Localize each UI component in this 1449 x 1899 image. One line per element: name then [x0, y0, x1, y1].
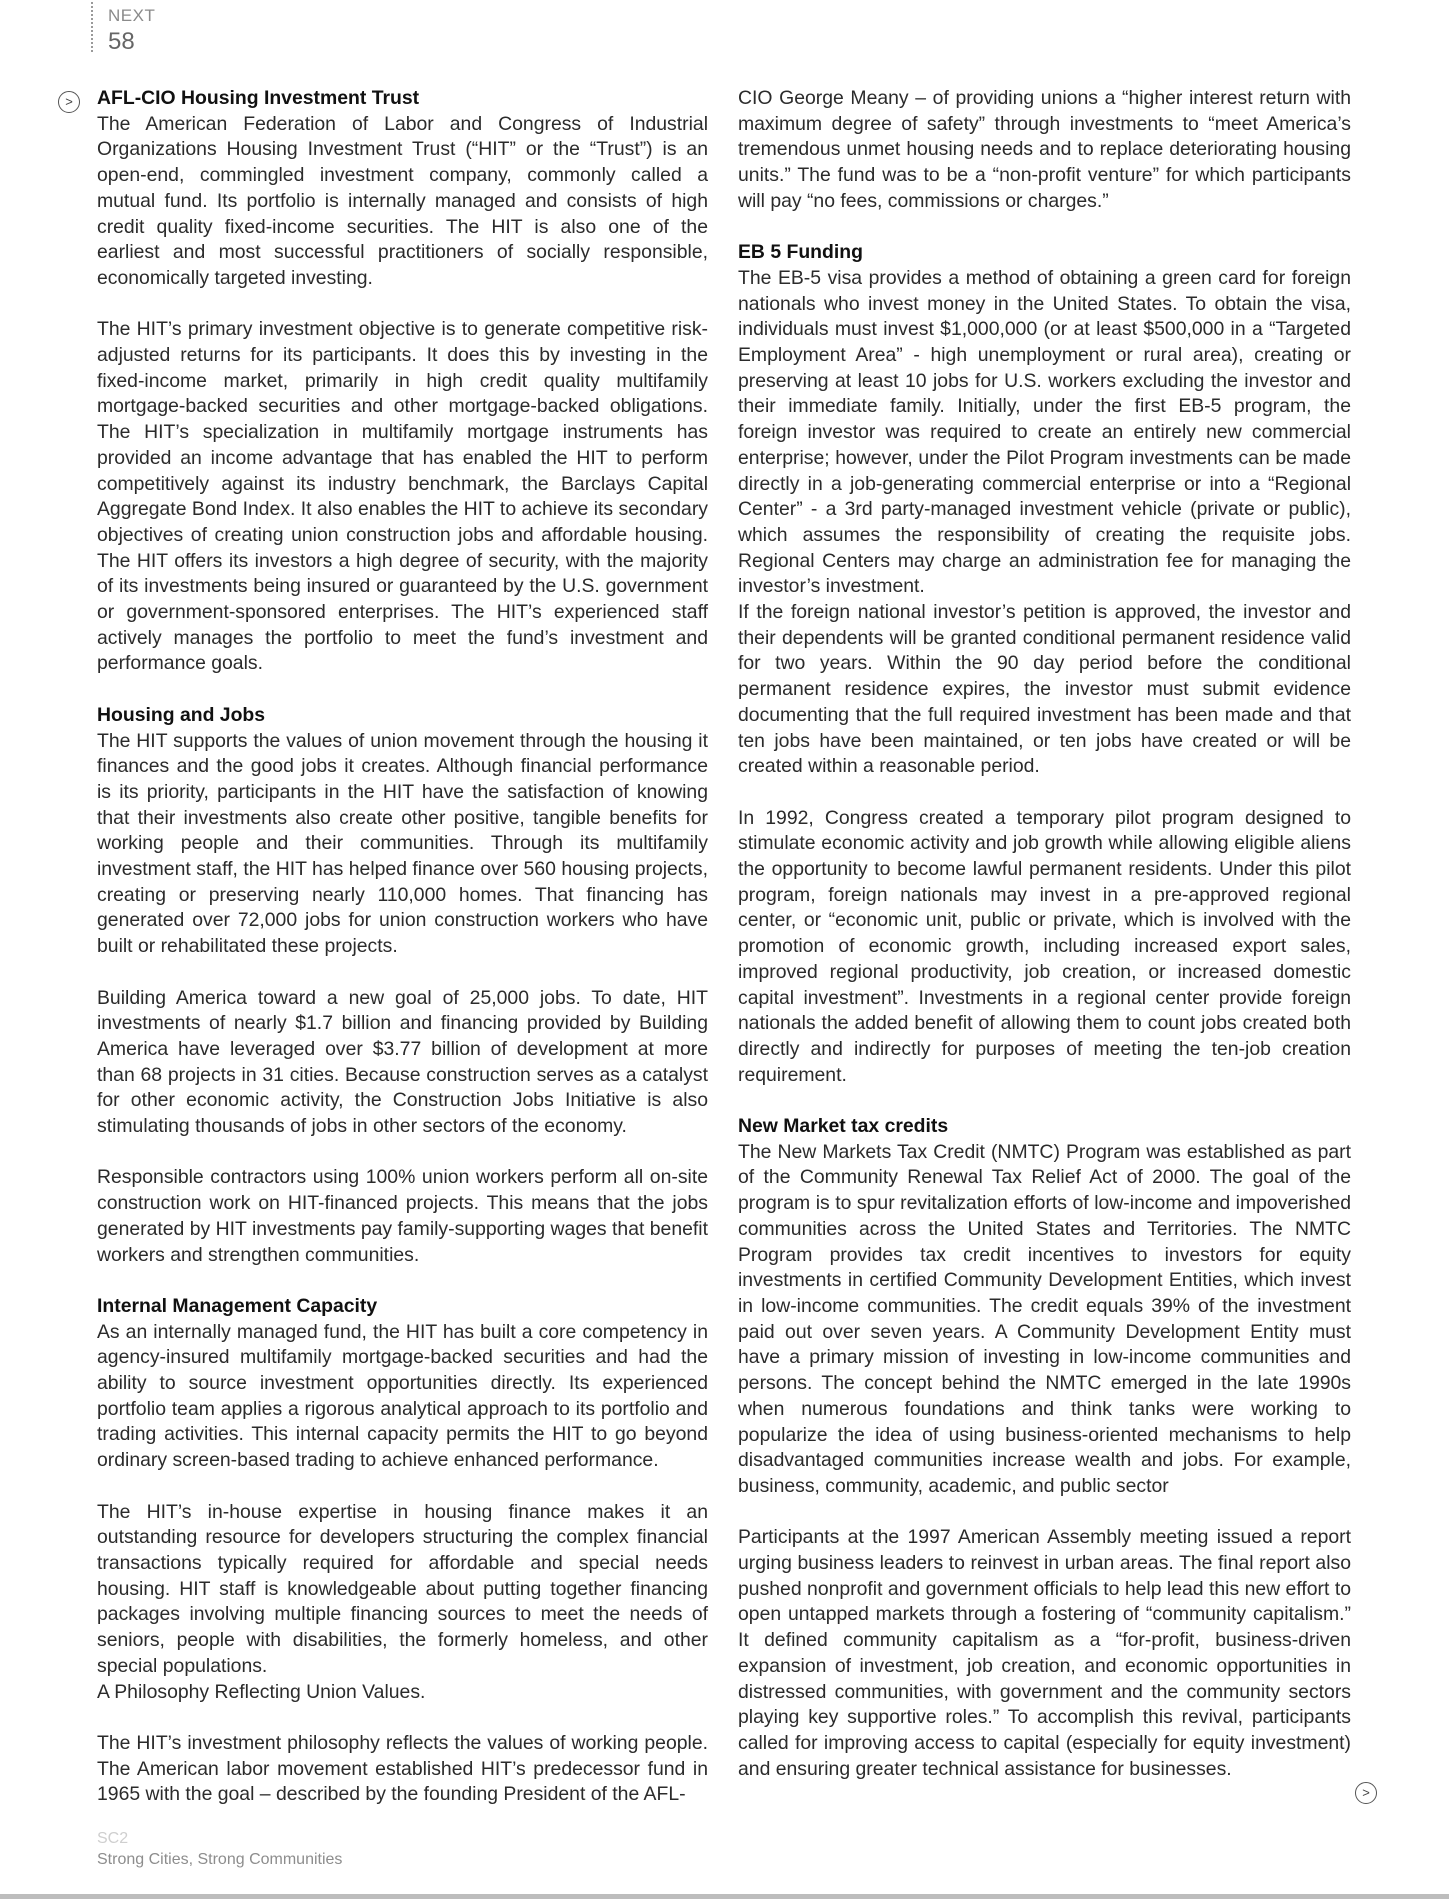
paragraph: The HIT’s primary investment objective is to generate competitive risk-adjusted returns for its participants. It does this by investing in the fixed-income market, primarily in high credit quality multifamily mortgage-backed securities and other mortgage-backed obligations. The HIT’s specialization in multifamily mortgage instruments has provided an income advantage that has enabled the HIT to perform competitively against its industry benchmark, the Barclays Capital Aggregate Bond Index. It also enables the HIT to achieve its secondary objectives of creating union construction jobs and affordable housing. The HIT offers its investors a high degree of security, with the majority of its investments being insured or guaranteed by the U.S. government or government-sponsored enterprises. The HIT’s experienced staff actively manages the portfolio to meet the fund’s investment and performance goals. [97, 318, 708, 675]
paragraph: Participants at the 1997 American Assembly meeting issued a report urging business leaders to reinvest in urban areas. The final report also pushed nonprofit and government officials to help lead this new effort to open untapped markets through a fostering of “community capitalism.” It defined community capitalism as a “for-profit, business-driven expansion of investment, job creation, and economic opportunities in distressed communities, with government and the community sectors playing key supportive roles.” To accomplish this revival, participants called for improving access to capital (especially for equity investment) and ensuring greater technical assistance for businesses. [738, 1526, 1351, 1780]
paragraph: CIO George Meany – of providing unions a “higher interest return with maximum degree of safety” through investments to “meet America’s tremendous unmet housing needs and to replace deteriorating housing units.” The fund was to be a “non-profit venture” for which participants will pay “no fees, commissions or charges.” [738, 87, 1351, 212]
paragraph: If the foreign national investor’s petition is approved, the investor and their dependents will be granted conditional permanent residence valid for two years. Within the 90 day period before the conditional permanent residence expires, the investor must submit evidence documenting that the full required investment has been made and that ten jobs have been maintained, or ten jobs have created or will be created within a reasonable period. [738, 601, 1351, 778]
heading-afl-cio-hit: AFL-CIO Housing Investment Trust [97, 87, 420, 109]
paragraph: The New Markets Tax Credit (NMTC) Program was established as part of the Community Renewal Tax Relief Act of 2000. The goal of the program is to spur revitalization efforts of low-income and impoverished communities across the United States and Territories. The NMTC Program provides tax credit incentives to investors for equity investments in certified Community Development Entities, which invest in low-income communities. The credit equals 39% of the investment paid out over seven years. A Community Development Entity must have a primary mission of investing in low-income communities and persons. The concept behind the NMTC emerged in the late 1990s when numerous foundations and think tanks were working to popularize the idea of using business-oriented mechanisms to help disadvantaged communities increase wealth and jobs. For example, business, community, academic, and public sector [738, 1140, 1351, 1497]
next-label[interactable]: NEXT [108, 6, 156, 25]
header-dotted-rule [91, 2, 93, 52]
page-number: 58 [108, 28, 135, 55]
paragraph: A Philosophy Reflecting Union Values. [97, 1680, 426, 1703]
next-page-arrow-icon[interactable]: > [1355, 1782, 1377, 1804]
heading-eb5-funding: EB 5 Funding [738, 241, 863, 264]
paragraph: As an internally managed fund, the HIT has built a core competency in agency-insured multifamily mortgage-backed securities and had the ability to source investment opportunities directly. Its experienced portfolio team applies a rigorous analytical approach to its portfolio and trading activities. This internal capacity permits the HIT to go beyond ordinary screen-based trading to achieve enhanced performance. [97, 1320, 708, 1472]
bottom-rule [0, 1894, 1449, 1899]
right-column [738, 86, 1351, 1808]
footer-code: SC2 [97, 1830, 129, 1847]
heading-housing-and-jobs: Housing and Jobs [97, 703, 266, 726]
previous-page-arrow-icon[interactable]: > [58, 91, 80, 113]
heading-new-market-tax-credits: New Market tax credits [738, 1115, 949, 1138]
left-column [97, 86, 708, 1834]
paragraph: The EB-5 visa provides a method of obtaining a green card for foreign nationals who invest money in the United States. To obtain the visa, individuals must invest $1,000,000 (or at least $500,000 in a “Targeted Employment Area” - high unemployment or rural area), creating or preserving at least 10 jobs for U.S. workers excluding the investor and their immediate family. Initially, under the first EB-5 program, the foreign investor was required to create an entirely new commercial enterprise; however, under the Pilot Program investments can be made directly in a job-generating commercial enterprise or into a “Regional Center” - a 3rd party-managed investment vehicle (private or public), which assumes the responsibility of creating the requisite jobs. Regional Centers may charge an administration fee for managing the investor’s investment. [738, 266, 1351, 598]
paragraph: Building America toward a new goal of 25,000 jobs. To date, HIT investments of nearly $1.7 billion and financing provided by Building America have leveraged over $3.77 billion of development at more than 68 projects in 31 cities. Because construction serves as a catalyst for other economic activity, the Construction Jobs Initiative is also stimulating thousands of jobs in other sectors of the economy. [97, 986, 708, 1138]
heading-internal-management: Internal Management Capacity [97, 1294, 378, 1317]
paragraph: Responsible contractors using 100% union workers perform all on-site construction work on HIT-financed projects. This means that the jobs generated by HIT investments pay family-supporting wages that benefit workers and strengthen communities. [97, 1166, 708, 1266]
paragraph: The HIT’s investment philosophy reflects the values of working people. The American labor movement established HIT’s predecessor fund in 1965 with the goal – described by the founding President of the AFL- [97, 1731, 708, 1806]
paragraph: The HIT supports the values of union movement through the housing it finances and the good jobs it creates. Although financial performance is its priority, participants in the HIT have the satisfaction of knowing that their investments also create other positive, tangible benefits for working people and their communities. Through its multifamily investment staff, the HIT has helped finance over 560 housing projects, creating or preserving nearly 110,000 homes. That financing has generated over 72,000 jobs for union construction workers who have built or rehabilitated these projects. [97, 729, 708, 958]
paragraph: In 1992, Congress created a temporary pilot program designed to stimulate economic activity and job growth while allowing eligible aliens the opportunity to become lawful permanent residents. Under this pilot program, foreign nationals may invest in a pre-approved regional center, or “economic unit, public or private, which is involved with the promotion of economic growth, including increased export sales, improved regional productivity, job creation, or increased domestic capital investment”. Investments in a regional center provide foreign nationals the added benefit of allowing them to count jobs created both directly and indirectly for purposes of meeting the ten-job creation requirement. [738, 806, 1351, 1086]
paragraph: The American Federation of Labor and Congress of Industrial Organizations Housing Investment Trust (“HIT” or the “Trust”) is an open-end, commingled investment company, commonly called a mutual fund. Its portfolio is internally managed and consists of high credit quality fixed-income securities. The HIT is also one of the earliest and most successful practitioners of socially responsible, economically targeted investing. [97, 112, 708, 289]
paragraph: The HIT’s in-house expertise in housing finance makes it an outstanding resource for developers structuring the complex financial transactions typically required for affordable and special needs housing. HIT staff is knowledgeable about putting together financing packages involving multiple financing sources to meet the needs of seniors, people with disabilities, the formerly homeless, and other special populations. [97, 1500, 708, 1677]
footer-title: Strong Cities, Strong Communities [97, 1851, 343, 1868]
